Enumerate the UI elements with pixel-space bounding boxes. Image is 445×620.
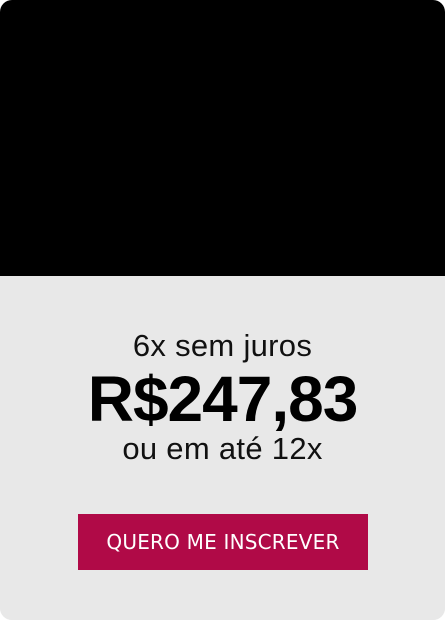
alt-installments-text: ou em até 12x — [122, 431, 323, 466]
price-amount: R$247,83 — [87, 363, 358, 435]
pricing-panel — [0, 276, 445, 620]
installments-text: 6x sem juros — [132, 328, 313, 363]
media-placeholder — [0, 0, 445, 276]
subscribe-button[interactable]: QUERO ME INSCREVER — [78, 514, 368, 570]
